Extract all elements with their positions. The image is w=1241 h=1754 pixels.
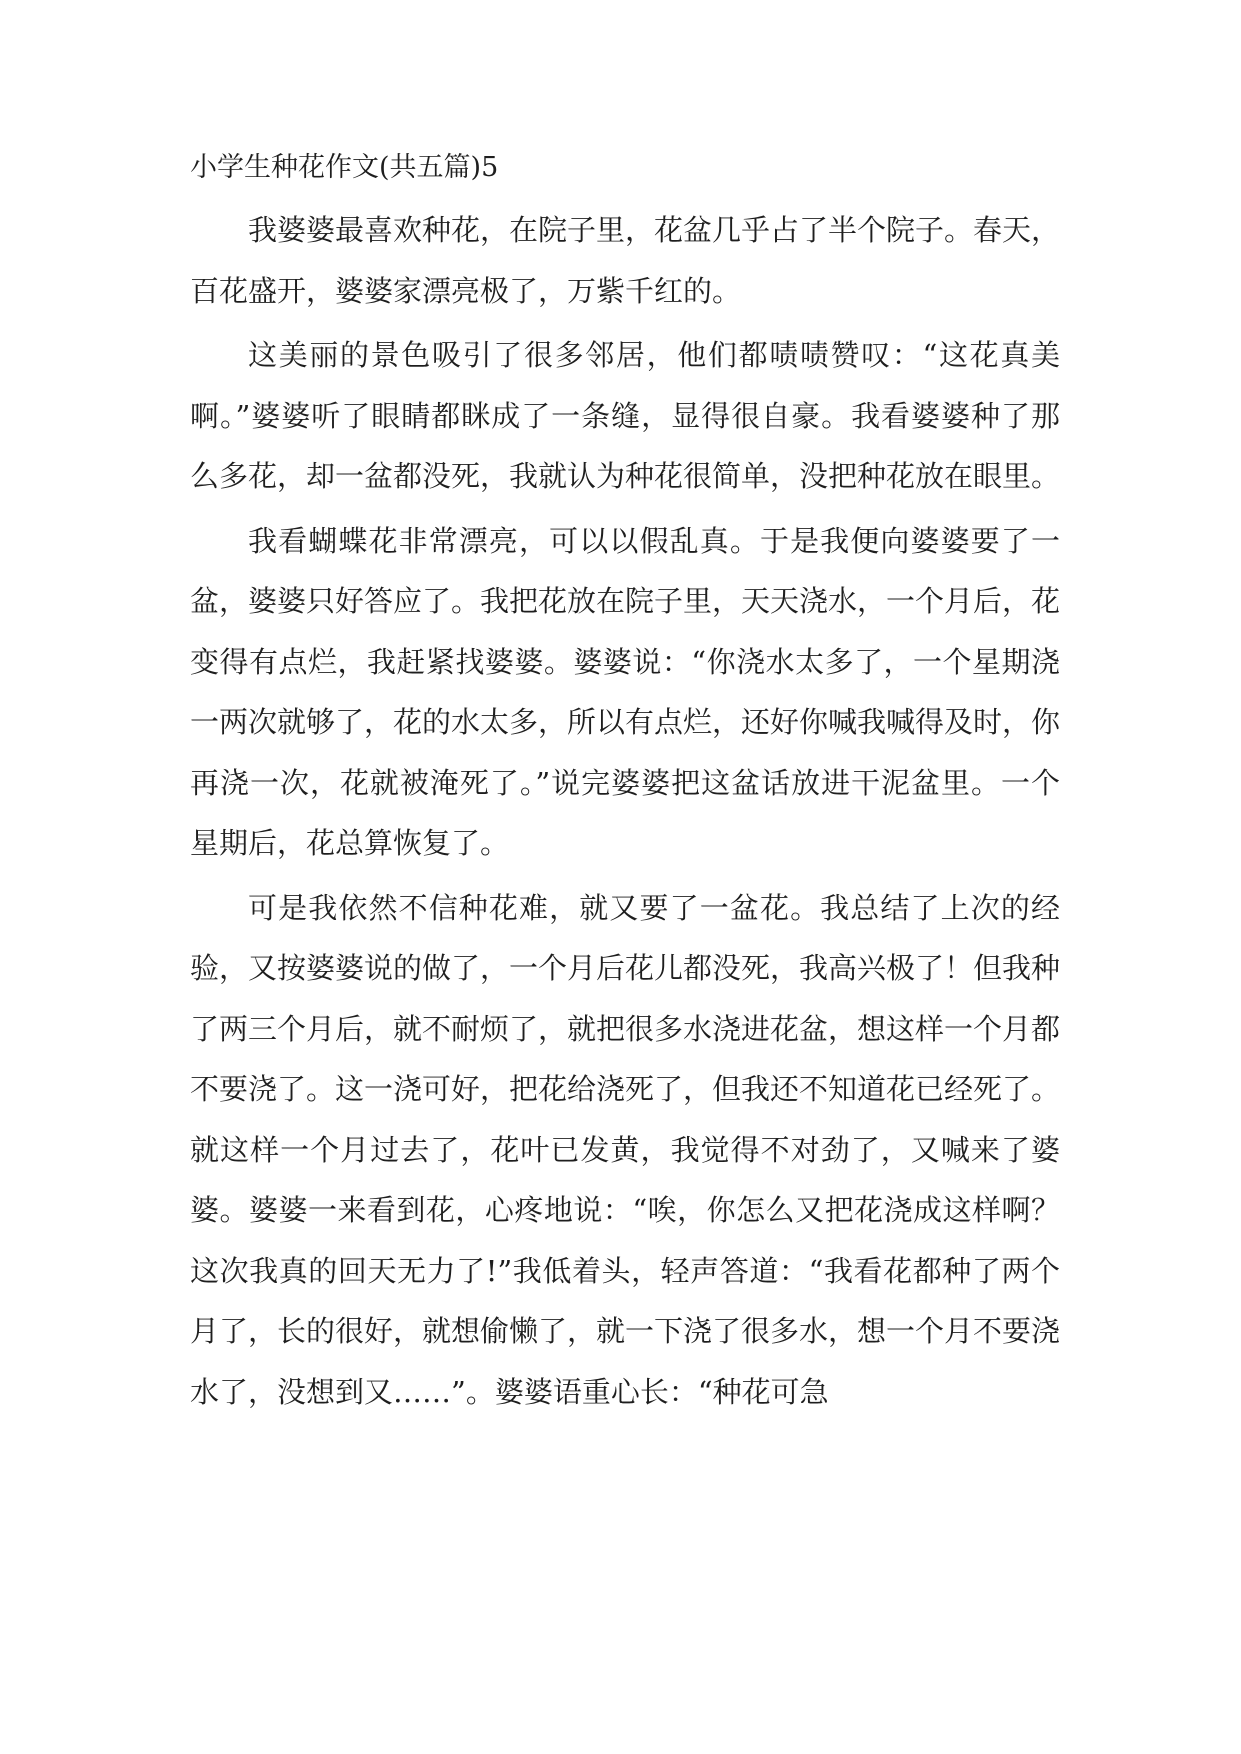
- paragraph-4: 可是我依然不信种花难，就又要了一盆花。我总结了上次的经验，又按婆婆说的做了，一个月后花儿都没死，我高兴极了！但我种了两三个月后，就不耐烦了，就把很多水浇进花盆，想这样一个月都不要浇了。这一浇可好，把花给浇死了，但我还不知道花已经死了。就这样一个月过去了，花叶已发黄，我觉得不对劲了，又喊来了婆婆。婆婆一来看到花，心疼地说：“唉，你怎么又把花浇成这样啊？这次我真的回天无力了!”我低着头，轻声答道：“我看花都种了两个月了，长的很好，就想偷懒了，就一下浇了很多水，想一个月不要浇水了，没想到又……”。婆婆语重心长：“种花可急: [190, 890, 1061, 1409]
- paragraph-2: 这美丽的景色吸引了很多邻居，他们都啧啧赞叹：“这花真美啊。”婆婆听了眼睛都眯成了一条缝，显得很自豪。我看婆婆种了那么多花，却一盆都没死，我就认为种花很简单，没把种花放在眼里。: [190, 338, 1061, 493]
- document-page: [190, 148, 1060, 1426]
- paragraph-3: 我看蝴蝶花非常漂亮，可以以假乱真。于是我便向婆婆要了一盆，婆婆只好答应了。我把花放在院子里，天天浇水，一个月后，花变得有点烂，我赶紧找婆婆。婆婆说：“你浇水太多了，一个星期浇一两次就够了，花的水太多，所以有点烂，还好你喊我喊得及时，你再浇一次，花就被淹死了。”说完婆婆把这盆话放进干泥盆里。一个星期后，花总算恢复了。: [190, 523, 1061, 860]
- paragraph-1: 我婆婆最喜欢种花，在院子里，花盆几乎占了半个院子。春天，百花盛开，婆婆家漂亮极了，万紫千红的。: [190, 213, 1061, 308]
- document-title: 小学生种花作文(共五篇)5: [190, 152, 499, 183]
